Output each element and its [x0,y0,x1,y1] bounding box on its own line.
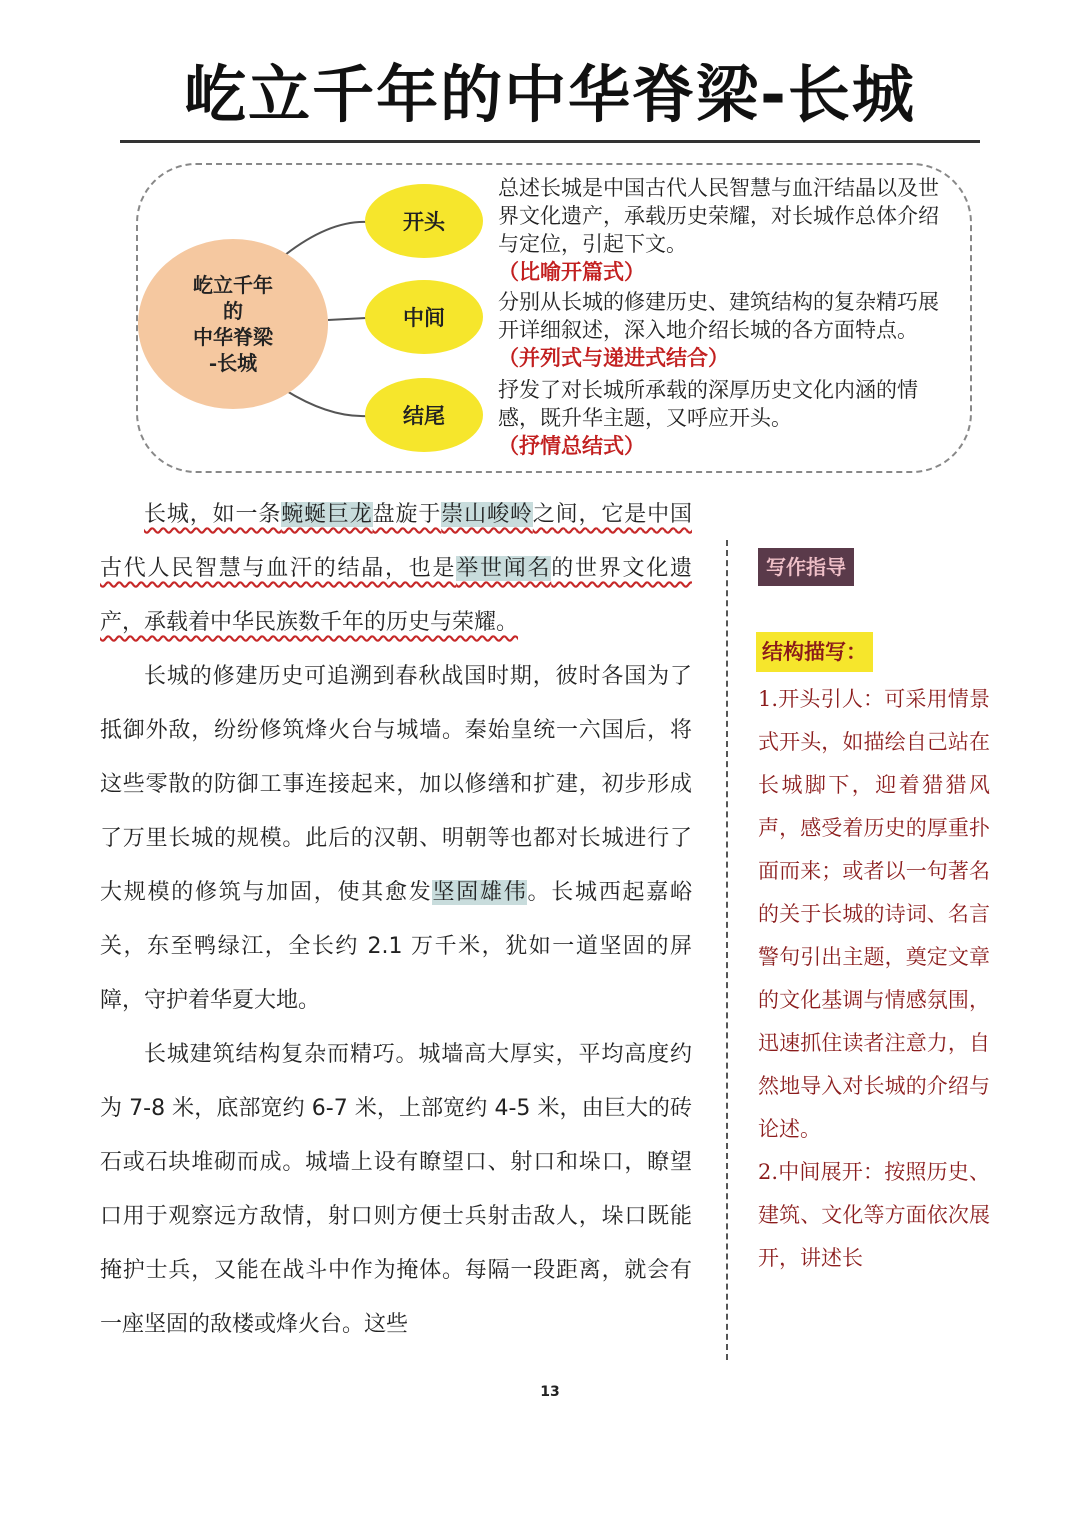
mindmap-center [138,239,328,409]
text-run: 盘旋于 [372,502,442,527]
node-start [365,184,483,258]
center-line: 中华脊梁 [193,325,273,349]
guide-item-2: 2.中间展开：按照历史、建筑、文化等方面依次展开，讲述长 [758,1160,990,1270]
node-middle-text: 分别从长城的修建历史、建筑结构的复杂精巧展开详细叙述，深入地介绍长城的各方面特点。 [498,290,939,342]
node-end-tag: （抒情总结式） [498,433,645,458]
center-line: 的 [223,299,243,323]
writing-guide-badge: 写作指导 [758,548,854,586]
node-start-description [498,174,948,286]
node-start-label: 开头 [403,209,445,234]
node-start-text: 总述长城是中国古代人民智慧与血汗结晶以及世界文化遗产，承载历史荣耀，对长城作总体介绍与定位，引起下文。 [498,176,939,256]
center-line: 屹立千年 [193,273,273,297]
text-run: 的世界文化遗产，承载着中华民族数千年的历史与荣耀。 [100,556,692,635]
article-paragraph-2 [100,650,692,1028]
node-middle-label: 中间 [403,305,445,330]
article-paragraph-1 [100,488,692,650]
guide-subtitle: 结构描写： [756,632,873,672]
node-middle-description [498,288,948,372]
node-end [365,378,483,452]
highlight-phrase: 举世闻名 [456,556,552,581]
node-end-text: 抒发了对长城所承载的深厚历史文化内涵的情感，既升华主题，又呼应开头。 [498,378,918,430]
guide-item-1: 1.开头引人：可采用情景式开头，如描绘自己站在长城脚下，迎着猎猎风声，感受着历史的厚重扑面而来；或者以一句著名的关于长城的诗词、名言警句引出主题，奠定文章的文化基调与情感氛围，迅速抓住读者注意力，自然地导入对长城的介绍与论述。 [758,687,990,1141]
text-run: 之间，它是中国古代人民智慧与血汗的结晶，也是 [100,502,692,581]
node-middle-tag: （并列式与递进式结合） [498,345,729,370]
title-divider [120,140,980,143]
article-body [100,488,692,1352]
center-line: -长城 [208,351,258,375]
node-middle [365,280,483,354]
node-end-label: 结尾 [403,403,445,428]
node-start-tag: （比喻开篇式） [498,259,645,284]
page-number: 13 [540,1384,560,1400]
text-run: 。长城西起嘉峪关，东至鸭绿江，全长约 2.1 万千米，犹如一道坚固的屏障，守护着华夏大地。 [100,880,692,1013]
column-divider [726,540,728,1360]
article-paragraph-3: 长城建筑结构复杂而精巧。城墙高大厚实，平均高度约为 7-8 米，底部宽约 6-7 米，上部宽约 4-5 米，由巨大的砖石或石块堆砌而成。城墙上设有瞭望口、射口和垛口，瞭望口用于观察远方敌情，射口则方便士兵射击敌人，垛口既能掩护士兵，又能在战斗中作为掩体。每隔一段距离，就会有一座坚固的敌楼或烽火台。这些 [100,1042,692,1337]
highlight-phrase: 坚固雄伟 [432,880,528,905]
guide-content [758,678,990,1280]
text-run: 长城的修建历史可追溯到春秋战国时期，彼时各国为了抵御外敌，纷纷修筑烽火台与城墙。秦始皇统一六国后，将这些零散的防御工事连接起来，加以修缮和扩建，初步形成了万里长城的规模。此后的汉朝、明朝等也都对长城进行了大规模的修筑与加固，使其愈发 [100,664,692,905]
highlight-phrase: 崇山峻岭 [441,502,533,527]
node-end-description [498,376,948,460]
page-title: 屹立千年的中华脊梁-长城 [184,58,916,131]
text-run: 长城，如一条 [144,502,282,527]
highlight-phrase: 蜿蜒巨龙 [281,502,373,527]
